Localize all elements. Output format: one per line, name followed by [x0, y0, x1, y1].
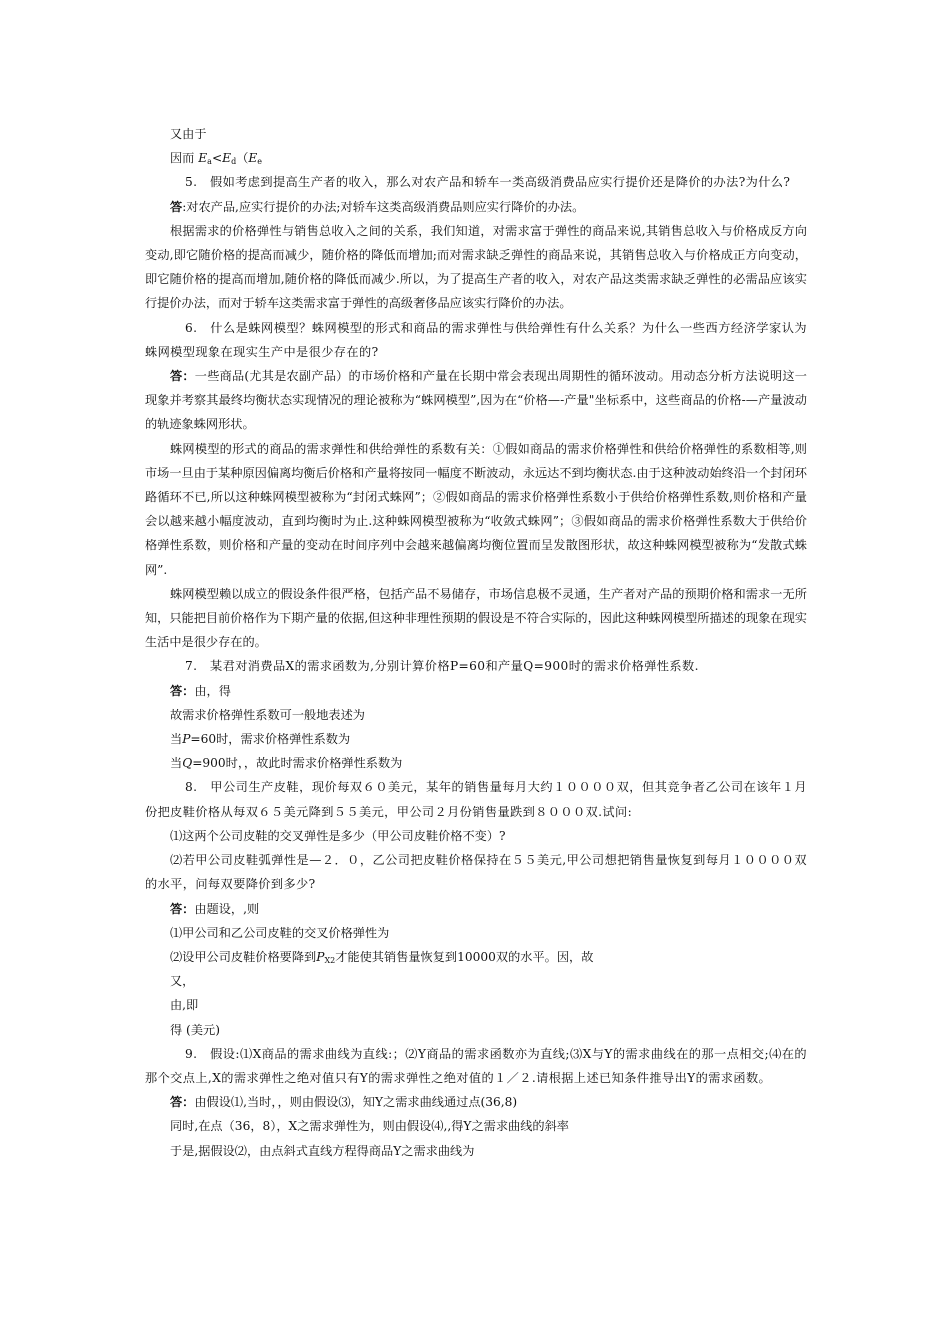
question-8-part-2: ⑵若甲公司皮鞋弧弹性是—２．０，乙公司把皮鞋价格保持在５５美元,甲公司想把销售量恢复到每月１００００双的水平，问每双要降价到多少? — [145, 853, 807, 892]
text-line: 故需求价格弹性系数可一般地表述为 — [170, 707, 365, 722]
text-line: 得 (美元) — [170, 1022, 220, 1037]
document-page — [145, 122, 807, 1163]
text-line: 当P=60时，需求价格弹性系数为 — [170, 732, 351, 747]
text-line: 同时,在点（36，8），X之需求弹性为，则由假设⑷,,得Y之需求曲线的斜率 — [170, 1119, 569, 1134]
text-line: 于是,据假设⑵，由点斜式直线方程得商品Y之需求曲线为 — [170, 1143, 475, 1158]
text-line: 又， — [170, 974, 195, 989]
paragraph: 蛛网模型赖以成立的假设条件很严格，包括产品不易储存，市场信息极不灵通，生产者对产品的预期价格和需求一无所知，只能把目前价格作为下期产量的依据,但这种非理性预期的假设是不符合实际的，因此这种蛛网模型所描述的现象在现实生活中是很少存在的。 — [145, 586, 807, 650]
question-5: 5. 假如考虑到提高生产者的收入，那么对农产品和轿车一类高级消费品应实行提价还是降价的办法?为什么? — [185, 175, 791, 190]
question-7: 7. 某君对消费品X的需求函数为,分别计算价格P=60和产量Q=900时的需求价格弹性系数. — [185, 659, 699, 674]
answer-7: 答：由，得 — [170, 683, 231, 698]
text-line: ⑵设甲公司皮鞋价格要降到$P_{X2}$才能使其销售量恢复到10000双的水平。因，故 — [170, 949, 594, 965]
answer-8: 答：由题设，,则 — [170, 901, 260, 916]
text-line: 由,即 — [170, 998, 199, 1013]
paragraph: 根据需求的价格弹性与销售总收入之间的关系，我们知道，对需求富于弹性的商品来说,其销售总收入与价格成反方向变动,即它随价格的提高而减少，随价格的降低而增加;而对需求缺乏弹性的商品来说，其销售总收入与价格成正方向变动，即它随价格的提高而增加,随价格的降低而减少.所以，为了提高生产者的收入，对农产品这类需求缺乏弹性的必需品应该实行提价办法，而对于轿车这类需求富于弹性的高级奢侈品应该实行降价的办法。 — [145, 223, 807, 311]
question-6: 6. 什么是蛛网模型？蛛网模型的形式和商品的需求弹性与供给弹性有什么关系？为什么一些西方经济学家认为蛛网模型现象在现实生产中是很少存在的? — [145, 320, 807, 359]
question-8: 8. 甲公司生产皮鞋，现价每双６０美元，某年的销售量每月大约１００００双，但其竞争者乙公司在该年１月份把皮鞋价格从每双６５美元降到５５美元，甲公司２月份销售量跌到８０００双.试问: — [145, 780, 807, 819]
text-line: ⑴甲公司和乙公司皮鞋的交叉价格弹性为 — [170, 925, 390, 940]
answer-6: 答：一些商品(尤其是农副产品）的市场价格和产量在长期中常会表现出周期性的循环波动。用动态分析方法说明这一现象并考察其最终均衡状态实现情况的理论被称为“蛛网模型”,因为在“价格—-产量"坐标系中，这些商品的价格-—产量波动的轨迹象蛛网形状。 — [145, 369, 807, 432]
text-line: 当Q=900时，，故此时需求价格弹性系数为 — [170, 756, 403, 771]
question-8-part-1: ⑴这两个公司皮鞋的交叉弹性是多少（甲公司皮鞋价格不变）? — [170, 828, 506, 843]
answer-5: 答:对农产品,应实行提价的办法;对轿车这类高级消费品则应实行降价的办法。 — [170, 199, 585, 214]
text-line: 因而 $E_a<E_d(E_e$ — [170, 151, 263, 167]
answer-9: 答：由假设⑴,当时，，则由假设⑶，知Y之需求曲线通过点(36,8) — [170, 1095, 518, 1110]
question-9: 9. 假设:⑴X商品的需求曲线为直线:；⑵Y商品的需求函数亦为直线;⑶X与Y的需求曲线在的那一点相交;⑷在的那个交点上,X的需求弹性之绝对值只有Y的需求弹性之绝对值的１／２.请根据上述已知条件推导出Y的需求函数。 — [145, 1046, 807, 1085]
paragraph: 蛛网模型的形式的商品的需求弹性和供给弹性的系数有关：①假如商品的需求价格弹性和供给价格弹性的系数相等,则市场一旦由于某种原因偏离均衡后价格和产量将按同一幅度不断波动，永远达不到均衡状态.由于这种波动始终沿一个封闭环路循环不已,所以这种蛛网模型被称为“封闭式蛛网”；②假如商品的需求价格弹性系数小于供给价格弹性系数,则价格和产量会以越来越小幅度波动，直到均衡时为止.这种蛛网模型被称为“收敛式蛛网”；③假如商品的需求价格弹性系数大于供给价格弹性系数，则价格和产量的变动在时间序列中会越来越偏离均衡位置而呈发散图形状，故这种蛛网模型被称为“发散式蛛网”. — [145, 441, 807, 577]
text-line: 又由于 — [170, 127, 207, 141]
